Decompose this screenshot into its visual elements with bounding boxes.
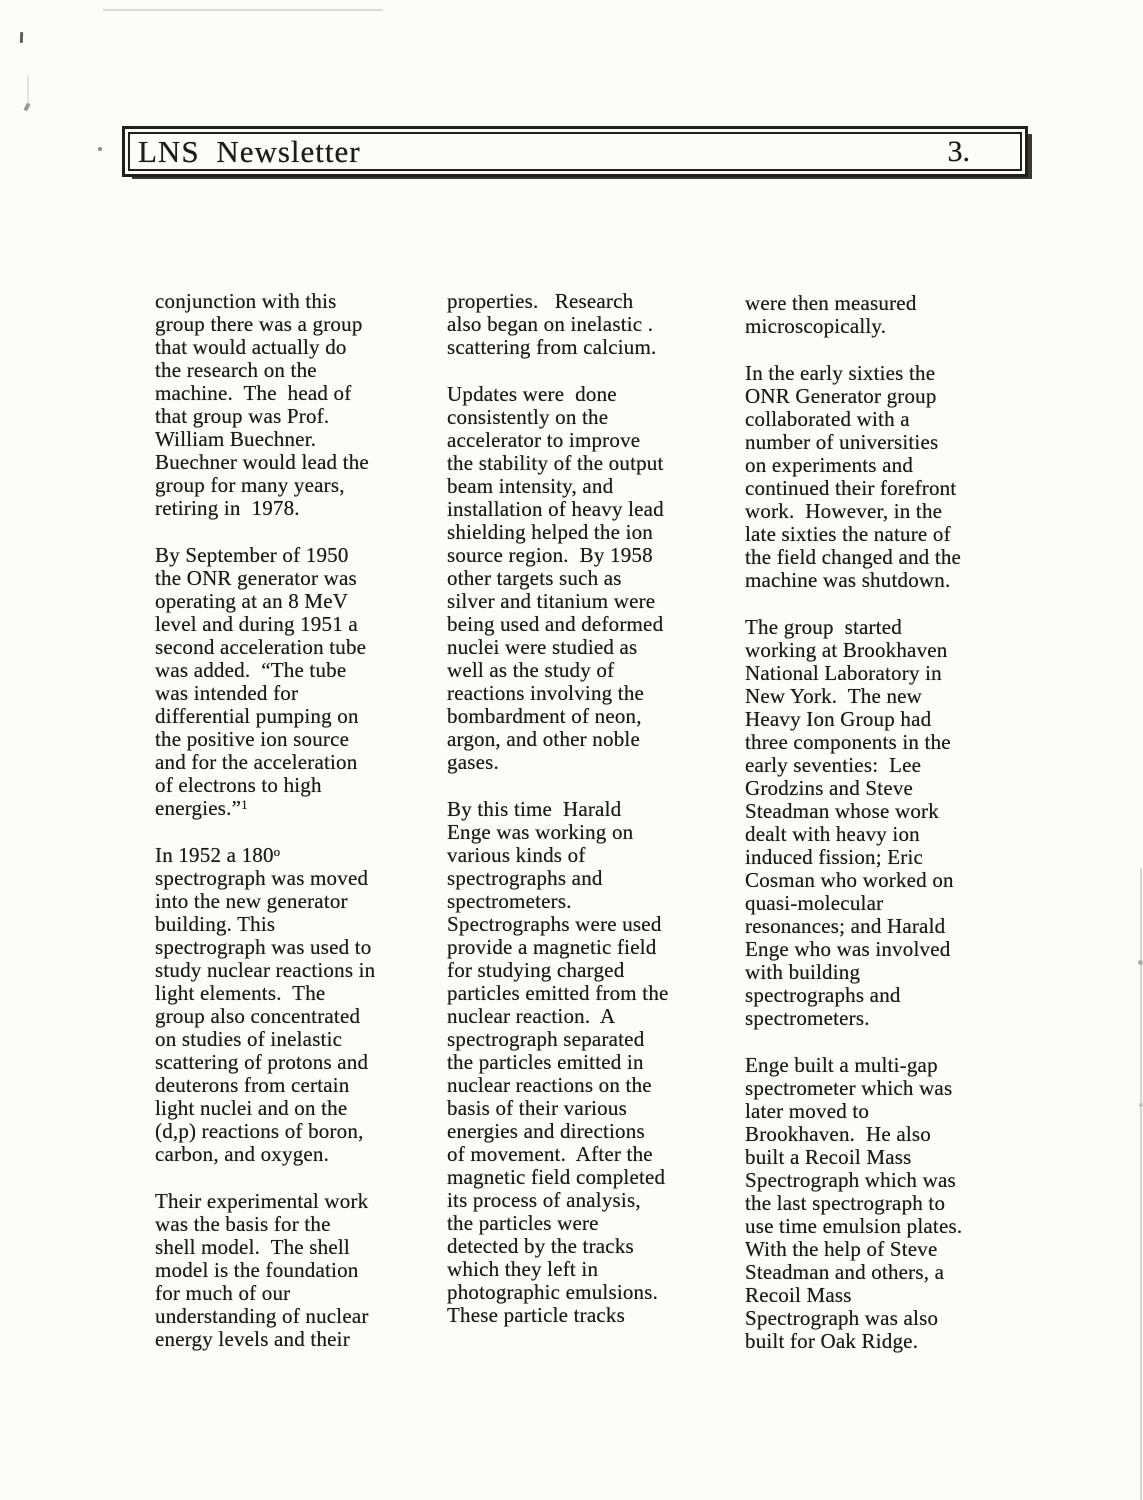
text-line: silver and titanium were (447, 589, 656, 613)
text-line: nuclear reaction. A (447, 1004, 616, 1028)
text-line: late sixties the nature of (745, 522, 951, 546)
text-line: National Laboratory in (745, 661, 942, 685)
text-line: Recoil Mass (745, 1283, 852, 1307)
text-line: group also concentrated (155, 1004, 361, 1028)
text-line: being used and deformed (447, 612, 664, 636)
paragraph (447, 383, 717, 774)
text-line: was the basis for the (155, 1212, 331, 1236)
paragraph (155, 1190, 425, 1351)
text-line: Cosman who worked on (745, 868, 954, 892)
text-line: By this time Harald (447, 797, 622, 821)
scan-artifact-speck (23, 103, 30, 112)
text-line: its process of analysis, (447, 1188, 641, 1212)
text-line: spectrographs and (447, 866, 603, 890)
text-line: Updates were done (447, 382, 617, 406)
text-line: group for many years, (155, 473, 345, 497)
scan-artifact-dot (1138, 960, 1143, 965)
text-line: the particles emitted in (447, 1050, 644, 1074)
text-line: carbon, and oxygen. (155, 1142, 330, 1166)
scan-artifact-speck (20, 32, 23, 43)
text-column-3 (745, 292, 1015, 1377)
text-line: quasi-molecular (745, 891, 884, 915)
text-line: other targets such as (447, 566, 622, 590)
text-line: number of universities (745, 430, 939, 454)
paragraph (447, 290, 717, 359)
text-line: spectrograph was used to (155, 935, 372, 959)
text-line: the particles were (447, 1211, 599, 1235)
text-line: William Buechner. (155, 427, 317, 451)
text-line: reactions involving the (447, 681, 645, 705)
text-line: New York. The new (745, 684, 923, 708)
text-line: spectrometers. (745, 1006, 870, 1030)
scan-artifact-dot (1139, 1103, 1143, 1107)
text-line: that would actually do (155, 335, 347, 359)
text-line: the stability of the output (447, 451, 664, 475)
text-line: group there was a group (155, 312, 363, 336)
text-line: light nuclei and on the (155, 1096, 348, 1120)
text-line: spectrographs and (745, 983, 901, 1007)
text-line: study nuclear reactions in (155, 958, 376, 982)
text-line: In the early sixties the (745, 361, 936, 385)
text-line: accelerator to improve (447, 428, 641, 452)
text-line: Brookhaven. He also (745, 1122, 931, 1146)
newsletter-header-frame (128, 132, 1022, 171)
text-line: which they left in (447, 1257, 599, 1281)
text-line: By September of 1950 (155, 543, 349, 567)
text-line: nuclear reactions on the (447, 1073, 652, 1097)
text-line: Spectrograph which was (745, 1168, 956, 1192)
text-line: ONR Generator group (745, 384, 937, 408)
text-line: the ONR generator was (155, 566, 357, 590)
text-line: various kinds of (447, 843, 586, 867)
text-line: early seventies: Lee (745, 753, 922, 777)
text-line: conjunction with this (155, 289, 337, 313)
text-line: Enge built a multi-gap (745, 1053, 938, 1077)
text-line: three components in the (745, 730, 951, 754)
text-line: machine. The head of (155, 381, 352, 405)
text-line: the last spectrograph to (745, 1191, 946, 1215)
text-line: also began on inelastic . (447, 312, 654, 336)
text-line: argon, and other noble (447, 727, 640, 751)
text-line: the positive ion source (155, 727, 350, 751)
text-line: nuclei were studied as (447, 635, 638, 659)
text-line: Enge who was involved (745, 937, 951, 961)
text-line: spectrograph separated (447, 1027, 645, 1051)
paragraph (745, 1054, 1015, 1353)
text-line: was added. “The tube (155, 658, 347, 682)
text-line: Spectrograph was also (745, 1306, 939, 1330)
paragraph (745, 616, 1015, 1030)
text-line: into the new generator (155, 889, 348, 913)
text-line: These particle tracks (447, 1303, 625, 1327)
text-line: Their experimental work (155, 1189, 369, 1213)
text-line: of movement. After the (447, 1142, 653, 1166)
paragraph (447, 798, 717, 1327)
paragraph (155, 844, 425, 1166)
text-line: spectrograph was moved (155, 866, 369, 890)
text-line: scattering from calcium. (447, 335, 657, 359)
text-line: beam intensity, and (447, 474, 614, 498)
text-line: resonances; and Harald (745, 914, 946, 938)
text-line: of electrons to high (155, 773, 322, 797)
page-number: 3. (947, 134, 970, 168)
text-line: source region. By 1958 (447, 543, 653, 567)
text-line: well as the study of (447, 658, 615, 682)
text-line: spectrometer which was (745, 1076, 953, 1100)
text-line: gases. (447, 750, 499, 774)
text-line: particles emitted from the (447, 981, 669, 1005)
text-line: basis of their various (447, 1096, 627, 1120)
text-column-1 (155, 290, 425, 1375)
text-line: operating at an 8 MeV (155, 589, 349, 613)
text-line: energies and directions (447, 1119, 645, 1143)
text-line: was intended for (155, 681, 299, 705)
text-line: (d,p) reactions of boron, (155, 1119, 364, 1143)
text-line: properties. Research (447, 289, 634, 313)
text-line: energy levels and their (155, 1327, 350, 1351)
text-line: energies.”$^1$ (155, 796, 248, 820)
text-line: machine was shutdown. (745, 568, 951, 592)
text-line: second acceleration tube (155, 635, 367, 659)
text-line: Buechner would lead the (155, 450, 369, 474)
text-line: working at Brookhaven (745, 638, 948, 662)
text-line: consistently on the (447, 405, 609, 429)
text-line: differential pumping on (155, 704, 359, 728)
scan-artifact-dot (98, 147, 102, 151)
text-line: deuterons from certain (155, 1073, 350, 1097)
text-line: for studying charged (447, 958, 625, 982)
text-line: Steadman whose work (745, 799, 939, 823)
scan-artifact-top-line (103, 9, 383, 11)
paragraph (155, 290, 425, 520)
text-line: light elements. The (155, 981, 326, 1005)
text-line: work. However, in the (745, 499, 943, 523)
text-line: With the help of Steve (745, 1237, 938, 1261)
text-line: Spectrographs were used (447, 912, 662, 936)
text-line: Heavy Ion Group had (745, 707, 932, 731)
text-line: Grodzins and Steve (745, 776, 914, 800)
text-line: The group started (745, 615, 902, 639)
text-line: shielding helped the ion (447, 520, 654, 544)
text-line: provide a magnetic field (447, 935, 657, 959)
text-line: model is the foundation (155, 1258, 359, 1282)
text-line: understanding of nuclear (155, 1304, 369, 1328)
text-line: installation of heavy lead (447, 497, 664, 521)
text-line: for much of our (155, 1281, 291, 1305)
text-line: with building (745, 960, 861, 984)
text-line: retiring in 1978. (155, 496, 300, 520)
text-line: collaborated with a (745, 407, 910, 431)
text-line: on experiments and (745, 453, 914, 477)
text-line: Enge was working on (447, 820, 634, 844)
text-line: dealt with heavy ion (745, 822, 920, 846)
text-line: later moved to (745, 1099, 870, 1123)
newsletter-title: LNS Newsletter (138, 133, 361, 169)
paragraph (745, 362, 1015, 592)
text-line: the field changed and the (745, 545, 962, 569)
text-line: microscopically. (745, 314, 887, 338)
text-line: building. This (155, 912, 276, 936)
text-line: that group was Prof. (155, 404, 330, 428)
text-line: spectrometers. (447, 889, 572, 913)
text-line: built for Oak Ridge. (745, 1329, 919, 1353)
scan-artifact-streak (27, 75, 29, 103)
text-column-2 (447, 290, 717, 1351)
text-line: detected by the tracks (447, 1234, 634, 1258)
text-line: on studies of inelastic (155, 1027, 343, 1051)
text-line: level and during 1951 a (155, 612, 358, 636)
paragraph (745, 292, 1015, 338)
newsletter-header (122, 126, 1028, 177)
text-line: In 1952 a 180$^o$ (155, 843, 281, 867)
text-line: the research on the (155, 358, 317, 382)
text-line: were then measured (745, 291, 917, 315)
text-line: Steadman and others, a (745, 1260, 945, 1284)
text-line: magnetic field completed (447, 1165, 666, 1189)
text-line: shell model. The shell (155, 1235, 350, 1259)
text-line: induced fission; Eric (745, 845, 923, 869)
text-line: continued their forefront (745, 476, 957, 500)
text-line: built a Recoil Mass (745, 1145, 912, 1169)
paragraph (155, 544, 425, 820)
text-line: bombardment of neon, (447, 704, 642, 728)
text-line: photographic emulsions. (447, 1280, 659, 1304)
text-line: and for the acceleration (155, 750, 358, 774)
text-line: scattering of protons and (155, 1050, 369, 1074)
text-line: use time emulsion plates. (745, 1214, 963, 1238)
